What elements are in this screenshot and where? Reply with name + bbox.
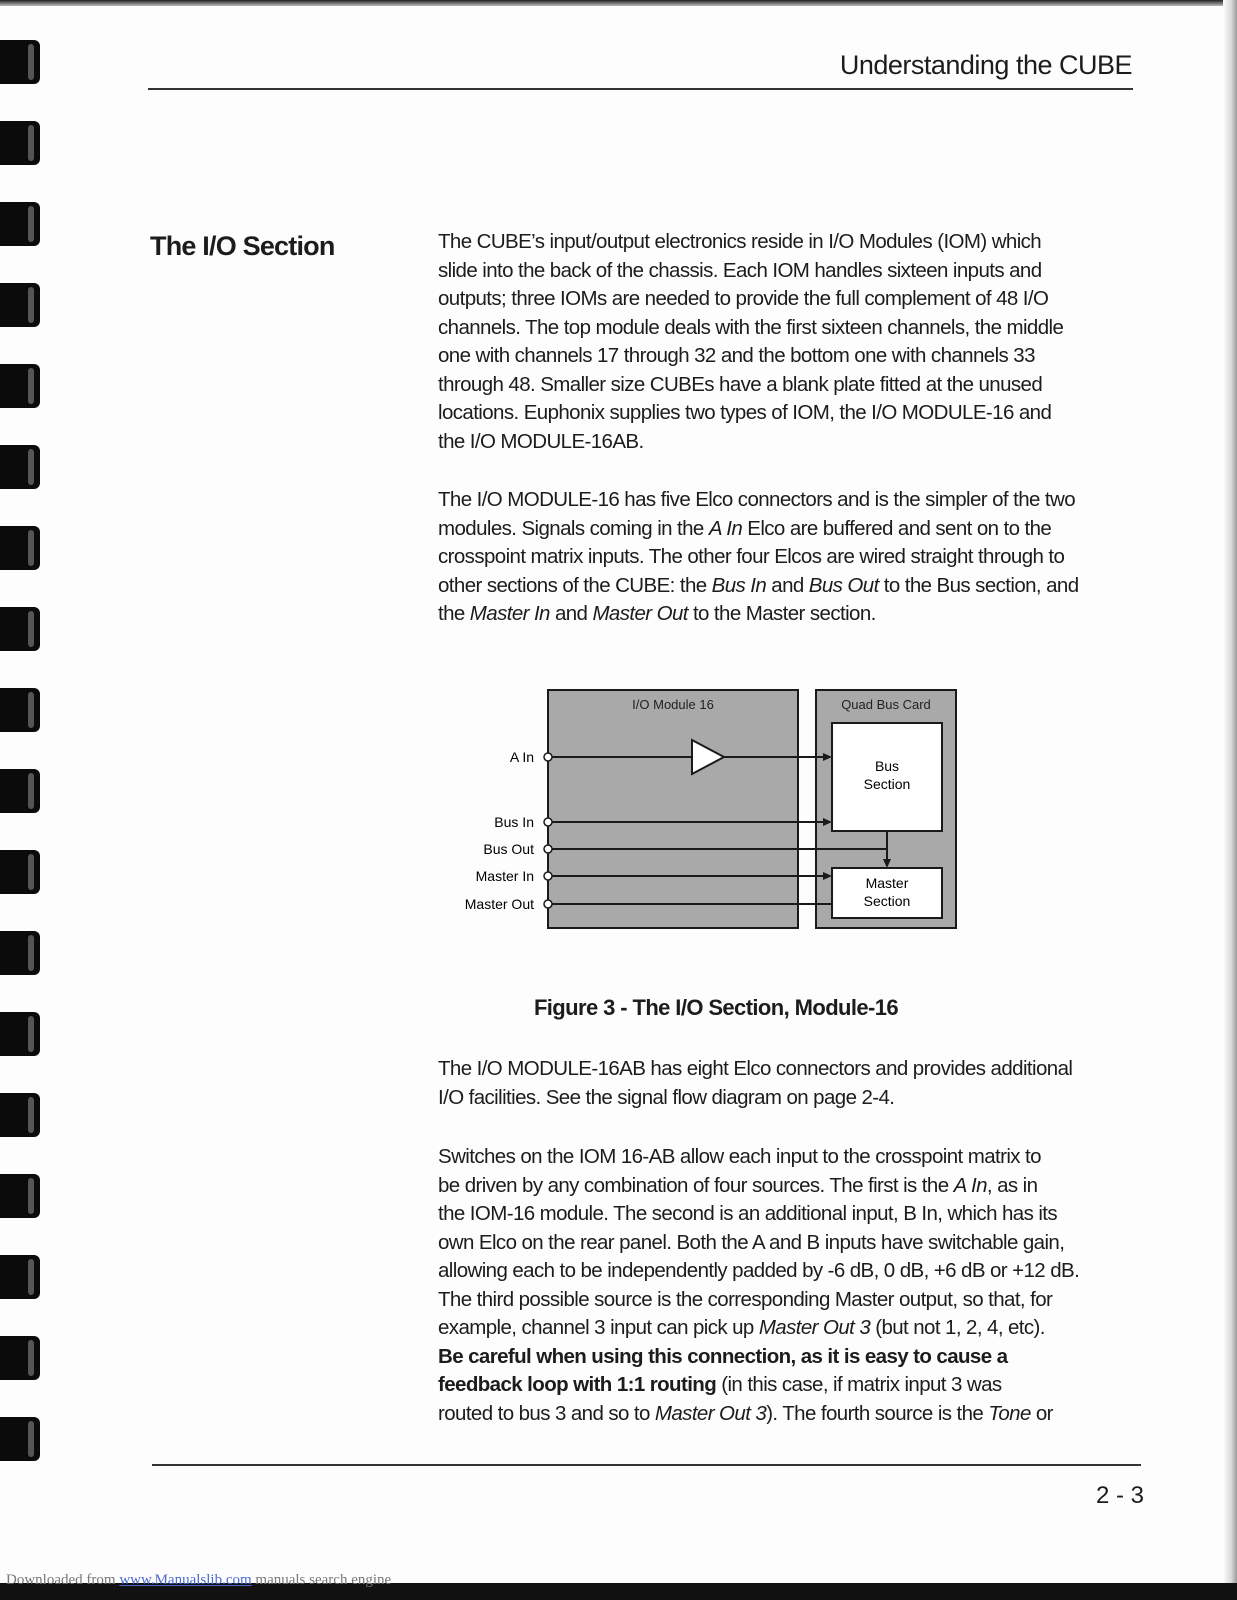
text-line: The I/O MODULE-16 has five Elco connectors and is the simpler of the two <box>438 488 1076 511</box>
binding-ring <box>0 364 40 408</box>
connector-label-master-in: Master In <box>475 868 534 884</box>
binding-ring <box>0 1336 40 1380</box>
connector-bus-in <box>544 818 552 826</box>
text-line: own Elco on the rear panel. Both the A and B inputs have switchable gain, <box>438 1230 1065 1254</box>
text-line: The CUBE’s input/output electronics reside in I/O Modules (IOM) which <box>438 230 1042 253</box>
text-line: the I/O MODULE-16AB. <box>438 429 644 453</box>
text-line: allowing each to be independently padded by -6 dB, 0 dB, +6 dB or +12 dB. <box>438 1259 1080 1282</box>
text-line: The third possible source is the corresponding Master output, so that, for <box>438 1287 1053 1311</box>
connector-label-a-in: A In <box>509 749 534 765</box>
quad-bus-card-label: Quad Bus Card <box>841 697 931 712</box>
warning-text: feedback loop with 1:1 routing <box>438 1373 717 1396</box>
io-section-diagram <box>448 685 968 935</box>
binding-ring <box>0 40 40 84</box>
io-module-label: I/O Module 16 <box>632 697 714 712</box>
footer-rule <box>152 1464 1141 1466</box>
scan-right-edge <box>1223 0 1237 1600</box>
bus-section-label: Section <box>863 776 911 792</box>
download-note: Downloaded from www.Manualslib.com manuals search engine <box>6 1572 392 1588</box>
connector-a-in <box>544 753 552 761</box>
text-line: I/O facilities. See the signal flow diagram on page 2-4. <box>438 1085 895 1109</box>
binding-ring <box>0 526 40 570</box>
text-line: outputs; three IOMs are needed to provide the full complement of 48 I/O <box>438 287 1049 310</box>
text-line: routed to bus 3 and so to Master Out 3). The fourth source is the Tone or <box>438 1401 1053 1425</box>
connector-master-in <box>544 872 552 880</box>
text-line: feedback loop with 1:1 routing (in this case, if matrix input 3 was <box>438 1373 1002 1396</box>
text-line: channels. The top module deals with the first sixteen channels, the middle <box>438 315 1064 339</box>
binding-ring <box>0 607 40 651</box>
manualslib-link[interactable]: www.Manualslib.com <box>119 1572 252 1588</box>
text-line: locations. Euphonix supplies two types of IOM, the I/O MODULE-16 and <box>438 401 1052 424</box>
connector-bus-out <box>544 845 552 853</box>
io-module-panel <box>548 690 798 928</box>
bus-section-label: Bus <box>874 758 900 774</box>
text-line: crosspoint matrix inputs. The other four Elcos are wired straight through to <box>438 545 1065 568</box>
spiral-binding <box>0 40 40 1540</box>
binding-ring <box>0 688 40 732</box>
binding-ring <box>0 850 40 894</box>
master-section-label: Section <box>863 893 911 909</box>
paragraph-2 <box>438 486 1138 629</box>
text-line: the Master In and Master Out to the Master section. <box>438 602 876 625</box>
text-line: the IOM-16 module. The second is an additional input, B In, which has its <box>438 1202 1058 1225</box>
connector-master-out <box>544 900 552 908</box>
text-line: one with channels 17 through 32 and the bottom one with channels 33 <box>438 344 1035 367</box>
paragraph-3 <box>438 1055 1138 1112</box>
text-line: example, channel 3 input can pick up Master Out 3 (but not 1, 2, 4, etc). <box>438 1316 1045 1339</box>
figure-caption: Figure 3 - The I/O Section, Module-16 <box>533 995 899 1020</box>
header-rule <box>148 88 1133 90</box>
running-header: Understanding the CUBE <box>839 50 1132 80</box>
text-line: through 48. Smaller size CUBEs have a blank plate fitted at the unused <box>438 372 1043 396</box>
binding-ring <box>0 769 40 813</box>
page-number: 2 - 3 <box>1096 1482 1145 1509</box>
text-line: slide into the back of the chassis. Each IOM handles sixteen inputs and <box>438 258 1042 282</box>
connector-label-bus-out: Bus Out <box>483 841 534 857</box>
master-section-label: Master <box>865 875 909 891</box>
text-line: be driven by any combination of four sources. The first is the A In, as in <box>438 1173 1038 1197</box>
warning-text: Be careful when using this connection, as it is easy to cause a <box>438 1344 1008 1368</box>
paragraph-1 <box>438 228 1138 456</box>
binding-ring <box>0 931 40 975</box>
binding-ring <box>0 121 40 165</box>
connector-label-bus-in: Bus In <box>494 814 534 830</box>
text-line: modules. Signals coming in the A In Elco are buffered and sent on to the <box>438 516 1052 540</box>
text-line: Switches on the IOM 16-AB allow each input to the crosspoint matrix to <box>438 1145 1041 1168</box>
binding-ring <box>0 1417 40 1461</box>
binding-ring <box>0 1093 40 1137</box>
paragraph-4 <box>438 1143 1138 1428</box>
binding-ring <box>0 1012 40 1056</box>
binding-ring <box>0 202 40 246</box>
binding-ring <box>0 445 40 489</box>
text-line: The I/O MODULE-16AB has eight Elco connectors and provides additional <box>438 1057 1073 1080</box>
section-heading: The I/O Section <box>150 231 335 261</box>
binding-ring <box>0 1174 40 1218</box>
binding-ring <box>0 283 40 327</box>
scan-top-edge <box>0 0 1237 6</box>
binding-ring <box>0 1255 40 1299</box>
text-line: other sections of the CUBE: the Bus In and Bus Out to the Bus section, and <box>438 573 1079 597</box>
connector-label-master-out: Master Out <box>464 896 534 912</box>
